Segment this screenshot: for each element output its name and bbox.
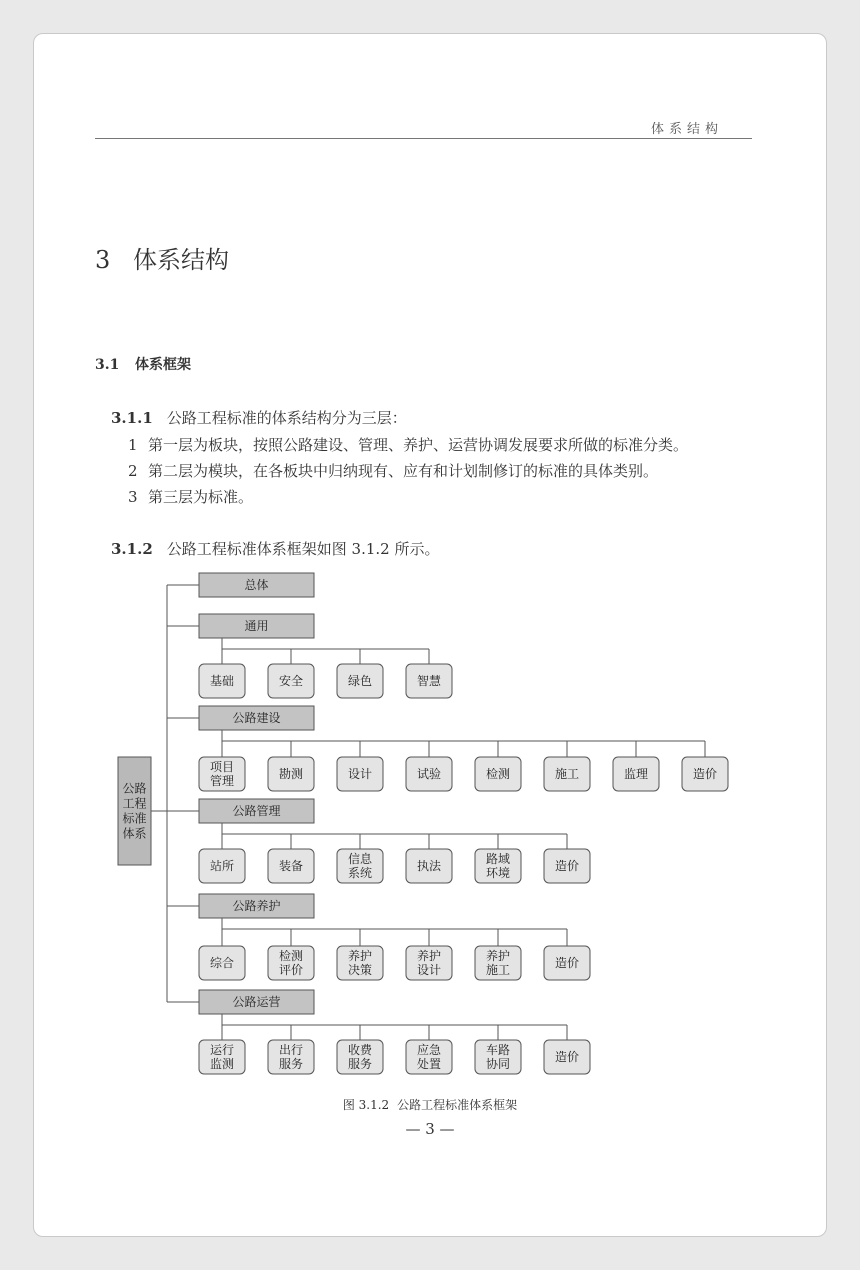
module-label: 施工 <box>554 766 580 781</box>
page-number: — 3 — <box>405 1120 455 1138</box>
module-label: 智慧 <box>416 673 442 688</box>
running-head: 体系结构 <box>651 122 724 137</box>
module-label: 执法 <box>416 858 442 873</box>
module-label: 站所 <box>209 858 235 873</box>
module-label: 出行服务 <box>278 1042 304 1071</box>
module-label: 装备 <box>278 858 304 873</box>
module-label: 安全 <box>278 673 304 688</box>
root-label: 公路工程标准体系 <box>122 781 147 840</box>
item-text: 第二层为模块，在各板块中归纳现有、应有和计划制修订的标准的具体类别。 <box>148 462 659 480</box>
group-label: 公路运营 <box>232 994 281 1009</box>
module-label: 基础 <box>209 673 235 688</box>
module-label: 养护施工 <box>485 948 511 977</box>
module-label: 项目管理 <box>209 759 235 788</box>
module-label: 造价 <box>554 1049 580 1064</box>
module-label: 设计 <box>347 766 373 781</box>
caption-title: 公路工程标准体系框架 <box>397 1098 518 1112</box>
item-number: 3 <box>128 488 138 506</box>
clause-text: 公路工程标准体系框架如图 3.1.2 所示。 <box>166 540 440 558</box>
module-label: 养护决策 <box>347 948 373 977</box>
caption-label: 图 3.1.2 <box>342 1098 390 1112</box>
item-number: 2 <box>128 462 138 480</box>
group-label: 通用 <box>244 618 269 633</box>
module-label: 试验 <box>416 766 442 781</box>
module-label: 检测评价 <box>278 948 304 977</box>
module-label: 检测 <box>485 766 511 781</box>
module-label: 造价 <box>554 858 580 873</box>
module-label: 养护设计 <box>416 948 442 977</box>
group-label: 公路管理 <box>232 803 281 818</box>
clause-number: 3.1.2 <box>111 540 153 558</box>
group-label: 总体 <box>244 577 269 592</box>
module-label: 造价 <box>692 766 718 781</box>
item-text: 第三层为标准。 <box>148 488 254 506</box>
module-label: 监理 <box>623 766 649 781</box>
figure-caption <box>0 1096 860 1113</box>
clause-number: 3.1.1 <box>111 409 153 427</box>
module-label: 收费服务 <box>347 1042 373 1071</box>
module-label: 路域环境 <box>485 851 511 880</box>
section-number: 3.1 <box>95 357 120 373</box>
module-label: 信息系统 <box>347 851 373 880</box>
clause-text: 公路工程标准的体系结构分为三层： <box>166 409 407 427</box>
module-label: 应急处置 <box>416 1042 442 1071</box>
module-label: 绿色 <box>347 673 373 688</box>
group-label: 公路建设 <box>232 710 281 725</box>
section-title: 体系框架 <box>135 357 191 373</box>
item-text: 第一层为板块，按照公路建设、管理、养护、运营协调发展要求所做的标准分类。 <box>148 436 689 454</box>
chapter-title: 体系结构 <box>133 246 229 274</box>
module-label: 综合 <box>209 955 235 970</box>
module-label: 造价 <box>554 955 580 970</box>
group-label: 公路养护 <box>232 898 281 913</box>
module-label: 勘测 <box>278 766 304 781</box>
item-number: 1 <box>128 436 138 454</box>
module-label: 车路协同 <box>485 1042 511 1071</box>
module-label: 运行监测 <box>209 1042 235 1071</box>
chapter-number: 3 <box>95 246 111 274</box>
